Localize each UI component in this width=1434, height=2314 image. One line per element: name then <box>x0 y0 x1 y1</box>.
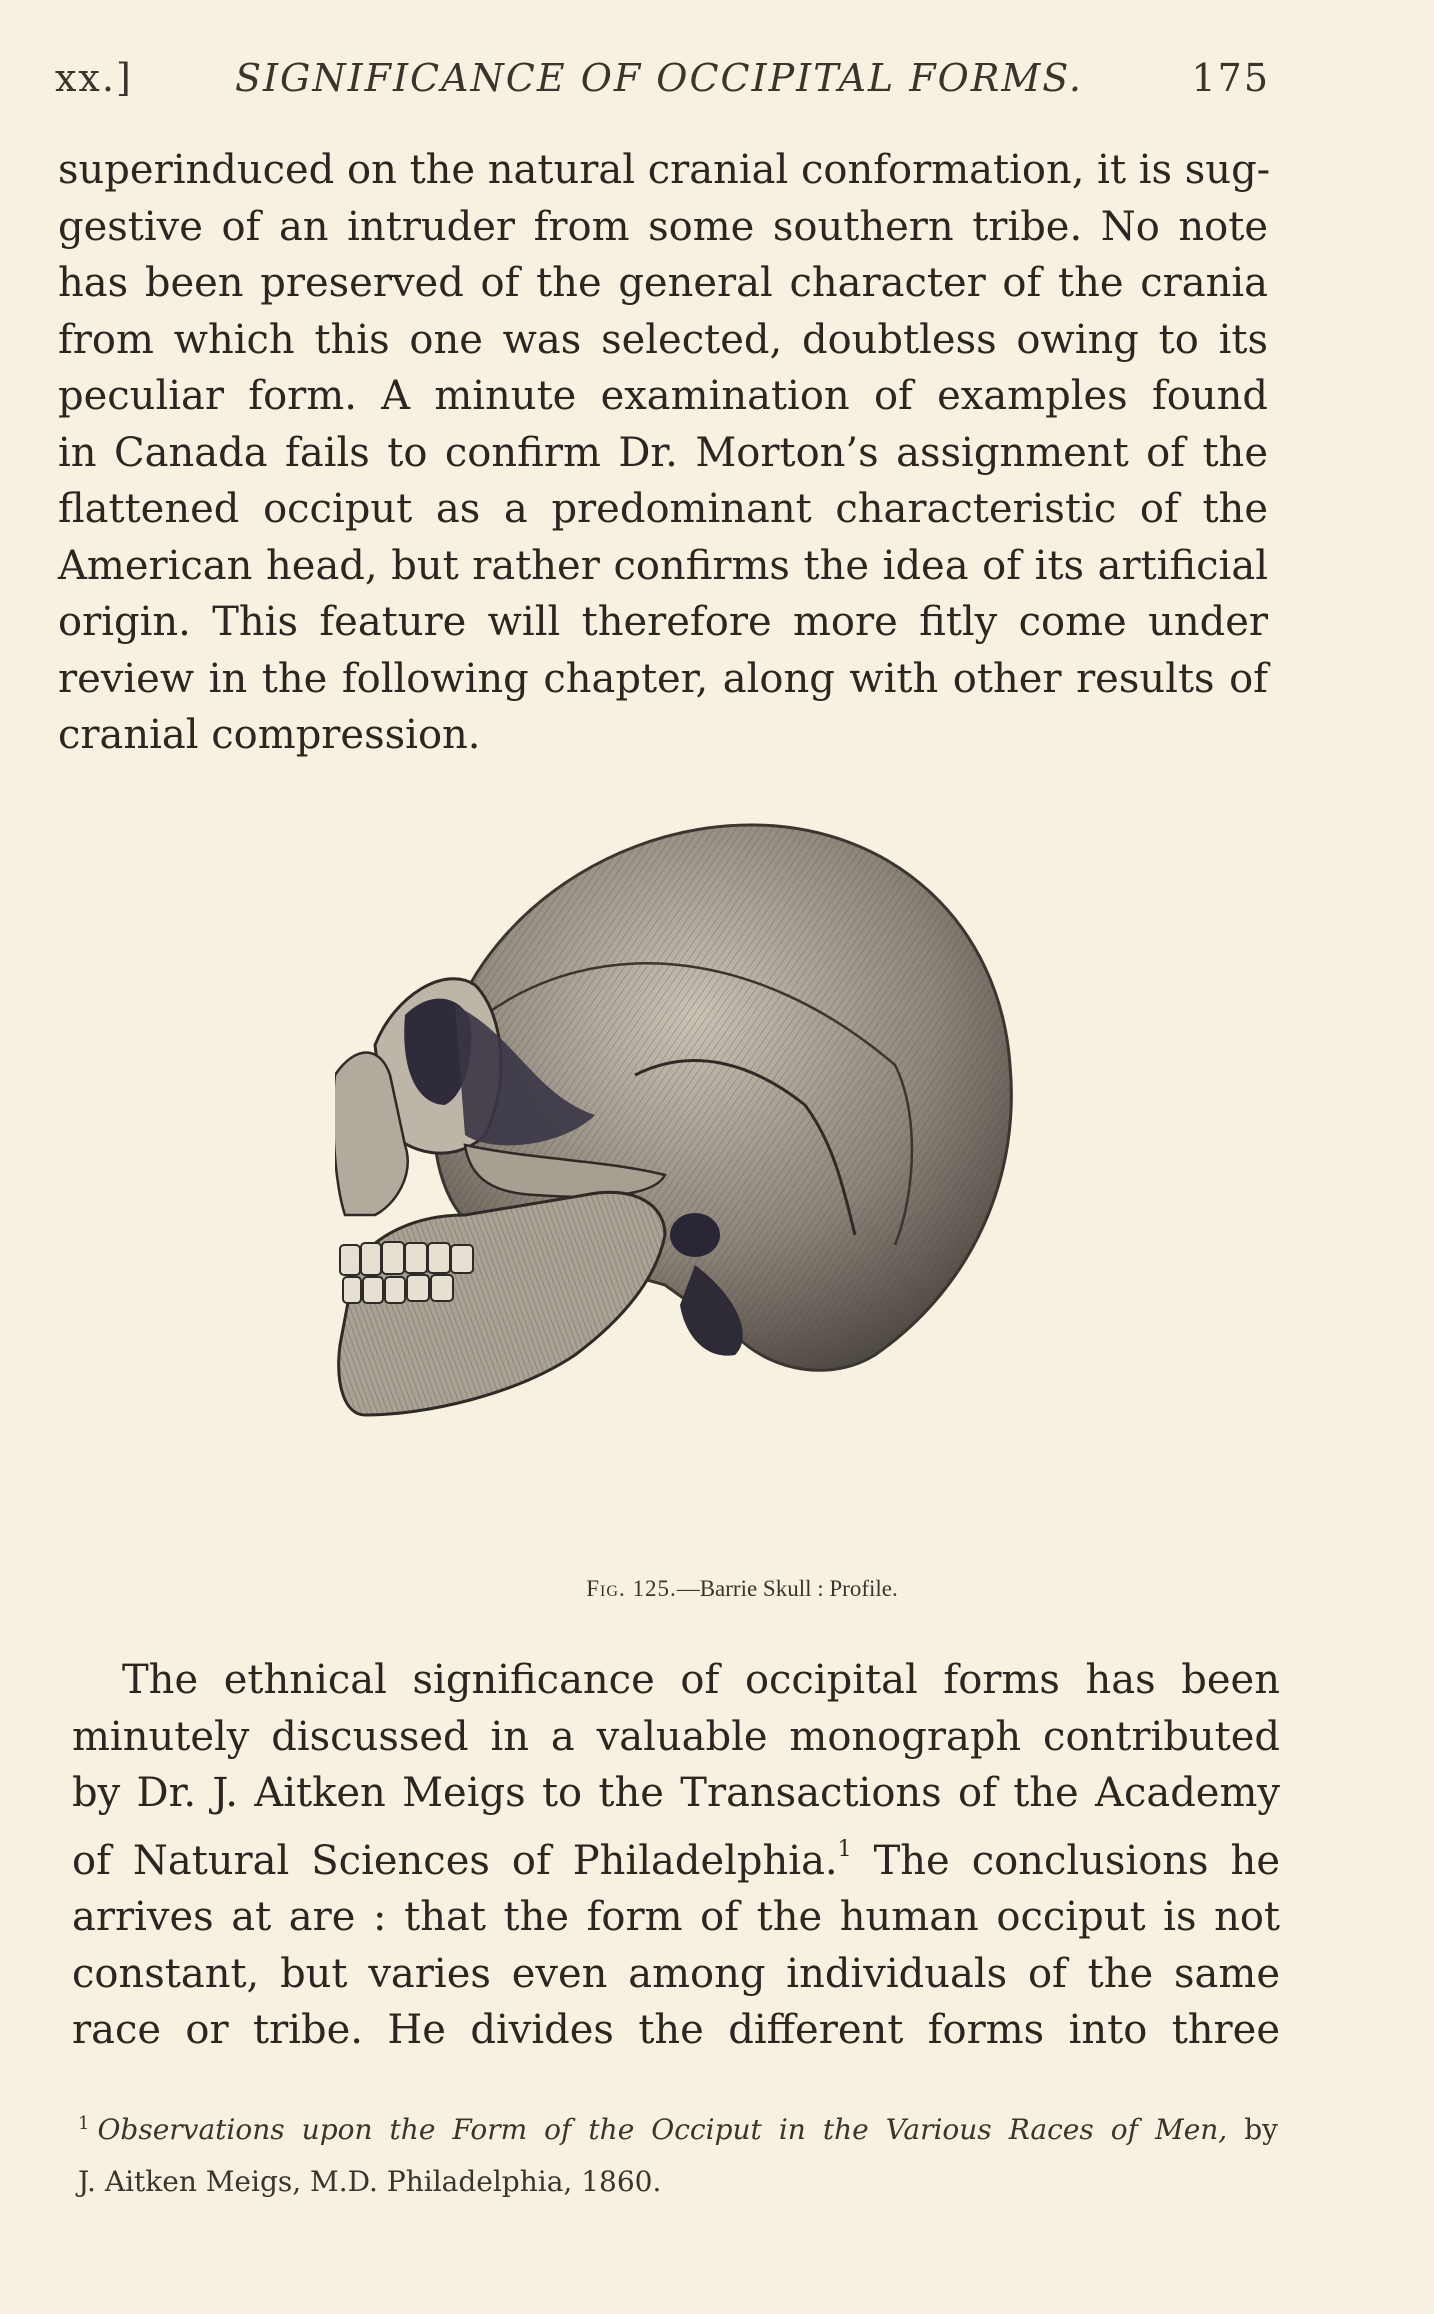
text-line: arrives at are : that the form of the human occiput is not <box>72 1894 1280 1940</box>
text-segment: The conclusions he <box>851 1837 1280 1884</box>
footnote-title: Observations upon the Form of the Occiput in the Various Races of Men, <box>97 2113 1228 2146</box>
text-line: American head, but rather confirms the idea of its artificial <box>58 542 1268 589</box>
paragraph-2 <box>72 1652 1280 2059</box>
footnote-by: by <box>1227 2113 1278 2146</box>
text-line: from which this one was selected, doubtless owing to its <box>58 316 1268 363</box>
footnote-reference: 1 <box>837 1836 852 1862</box>
page-number: 175 <box>1191 56 1270 100</box>
chapter-marker: xx.] <box>55 56 133 100</box>
text-line: race or tribe. He divides the different forms into three <box>72 2007 1280 2053</box>
text-line: constant, but varies even among individuals of the same <box>72 1950 1280 1997</box>
text-line <box>72 1822 1280 1890</box>
text-line: gestive of an intruder from some southern tribe. No note <box>58 203 1268 250</box>
running-head <box>55 48 1270 108</box>
text-line: has been preserved of the general character of the crania <box>58 260 1268 306</box>
skull-illustration <box>335 815 1035 1525</box>
footnote-line: J. Aitken Meigs, M.D. Philadelphia, 1860. <box>78 2165 662 2198</box>
text-line: minutely discussed in a valuable monograph contributed <box>72 1713 1280 1760</box>
text-line: The ethnical significance of occipital forms has been <box>122 1657 1280 1703</box>
running-title: SIGNIFICANCE OF OCCIPITAL FORMS. <box>235 56 1084 100</box>
text-line: review in the following chapter, along with other results of <box>58 655 1268 702</box>
figure-caption-text: —Barrie Skull : Profile. <box>676 1576 898 1601</box>
figure-caption <box>0 1576 1434 1602</box>
text-line: peculiar form. A minute examination of examples found <box>58 373 1268 419</box>
text-line: superinduced on the natural cranial conformation, it is sug- <box>58 147 1271 193</box>
text-line: cranial compression. <box>58 712 481 758</box>
footnote-marker: 1 <box>78 2113 90 2134</box>
footnote <box>78 2098 1278 2208</box>
figure-label: Fig. 125. <box>586 1576 677 1601</box>
text-line: in Canada fails to confirm Dr. Morton’s assignment of the <box>58 429 1268 476</box>
text-line: by Dr. J. Aitken Meigs to the Transactions of the Academy <box>72 1770 1280 1816</box>
footnote-line <box>78 2098 1278 2156</box>
text-segment: of Natural Sciences of Philadelphia. <box>72 1837 838 1884</box>
text-line: flattened occiput as a predominant characteristic of the <box>58 486 1268 532</box>
paragraph-1 <box>58 142 1271 764</box>
text-line: origin. This feature will therefore more fitly come under <box>58 599 1268 645</box>
skull-engraving-image <box>335 815 1035 1525</box>
